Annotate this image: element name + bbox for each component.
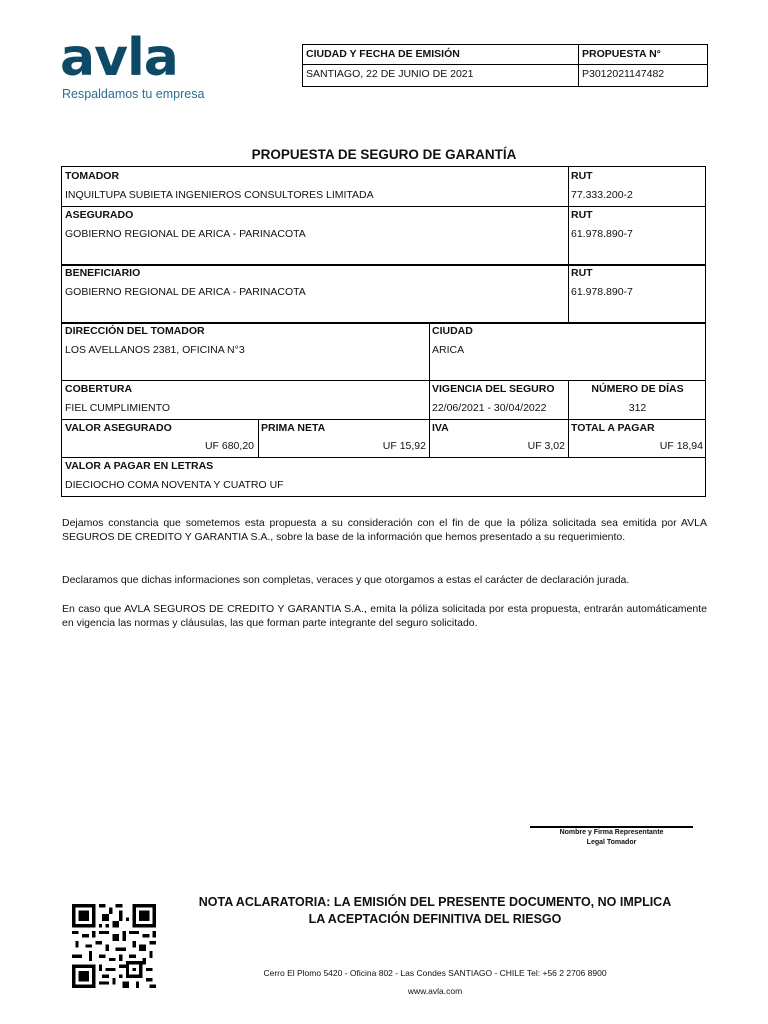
ciudad-label: CIUDAD xyxy=(432,325,473,337)
vigencia-value: 22/06/2021 - 30/04/2022 xyxy=(432,402,547,414)
city-date-value: SANTIAGO, 22 DE JUNIO DE 2021 xyxy=(306,68,474,80)
tomador-rut-value: 77.333.200-2 xyxy=(571,189,633,201)
note-line1: NOTA ACLARATORIA: LA EMISIÓN DEL PRESENTE DOCUMENTO, NO IMPLICA xyxy=(198,895,672,909)
document-title: PROPUESTA DE SEGURO DE GARANTÍA xyxy=(251,147,517,162)
beneficiario-rut-value: 61.978.890-7 xyxy=(571,286,633,298)
total-label: TOTAL A PAGAR xyxy=(571,422,655,434)
dias-value: 312 xyxy=(628,402,647,414)
letras-label: VALOR A PAGAR EN LETRAS xyxy=(65,460,214,472)
signature-caption-line2: Legal Tomador xyxy=(586,839,637,846)
asegurado-rut-label: RUT xyxy=(571,209,593,221)
beneficiario-value: GOBIERNO REGIONAL DE ARICA - PARINACOTA xyxy=(65,286,306,298)
city-date-label: CIUDAD Y FECHA DE EMISIÓN xyxy=(306,48,460,60)
clarifying-note xyxy=(150,894,720,928)
direccion-value: LOS AVELLANOS 2381, OFICINA N°3 xyxy=(65,344,245,356)
avla-logo xyxy=(60,28,230,108)
logo-tagline: Respaldamos tu empresa xyxy=(62,87,205,101)
tomador-label: TOMADOR xyxy=(65,170,120,182)
note-line2: LA ACEPTACIÓN DEFINITIVA DEL RIESGO xyxy=(308,912,562,926)
iva-label: IVA xyxy=(432,422,449,434)
paragraph-declaracion: Declaramos que dichas informaciones son completas, veraces y que otorgamos a estas el carácter de declaración jurada. xyxy=(62,574,630,586)
ciudad-value: ARICA xyxy=(432,344,465,356)
beneficiario-rut-label: RUT xyxy=(571,267,593,279)
prima-neta-label: PRIMA NETA xyxy=(261,422,326,434)
footer-website[interactable]: www.avla.com xyxy=(407,986,463,996)
cobertura-label: COBERTURA xyxy=(65,383,133,395)
letras-value: DIECIOCHO COMA NOVENTA Y CUATRO UF xyxy=(65,479,284,491)
tomador-rut-label: RUT xyxy=(571,170,593,182)
header-box xyxy=(302,44,708,87)
logo-wordmark: avla xyxy=(60,28,178,88)
qr-code xyxy=(72,904,156,988)
cobertura-value: FIEL CUMPLIMIENTO xyxy=(65,402,171,414)
total-value: UF 18,94 xyxy=(659,440,703,452)
asegurado-label: ASEGURADO xyxy=(65,209,134,221)
dias-label: NÚMERO DE DÍAS xyxy=(591,383,684,395)
paragraph-vigencia: En caso que AVLA SEGUROS DE CREDITO Y GARANTIA S.A., emita la póliza solicitada por esta propuesta, entrarán automáticamente en vigencia las normas y cláusulas, las que forman parte integrante del seguro solicitado. xyxy=(62,603,707,629)
signature-caption-line1: Nombre y Firma Representante xyxy=(559,829,664,836)
prima-neta-value: UF 15,92 xyxy=(382,440,426,452)
proposal-number-label: PROPUESTA N° xyxy=(582,48,661,60)
proposal-table xyxy=(61,166,706,497)
beneficiario-label: BENEFICIARIO xyxy=(65,267,141,279)
vigencia-label: VIGENCIA DEL SEGURO xyxy=(432,383,555,395)
valor-asegurado-label: VALOR ASEGURADO xyxy=(65,422,172,434)
paragraph-constancia: Dejamos constancia que sometemos esta propuesta a su consideración con el fin de que la póliza solicitada sea emitida por AVLA SEGUROS DE CREDITO Y GARANTIA S.A., sobre la base de la información que hemos presentado a su requerimiento. xyxy=(62,517,707,543)
valor-asegurado-value: UF 680,20 xyxy=(204,440,254,452)
iva-value: UF 3,02 xyxy=(527,440,565,452)
direccion-label: DIRECCIÓN DEL TOMADOR xyxy=(65,325,205,337)
asegurado-value: GOBIERNO REGIONAL DE ARICA - PARINACOTA xyxy=(65,228,306,240)
asegurado-rut-value: 61.978.890-7 xyxy=(571,228,633,240)
tomador-value: INQUILTUPA SUBIETA INGENIEROS CONSULTORES LIMITADA xyxy=(65,189,374,201)
proposal-number-value: P3012021147482 xyxy=(582,68,665,80)
signature-line xyxy=(530,826,693,828)
footer-address: Cerro El Plomo 5420 - Oficina 802 - Las Condes SANTIAGO - CHILE Tel: +56 2 2706 8900 xyxy=(263,968,607,978)
